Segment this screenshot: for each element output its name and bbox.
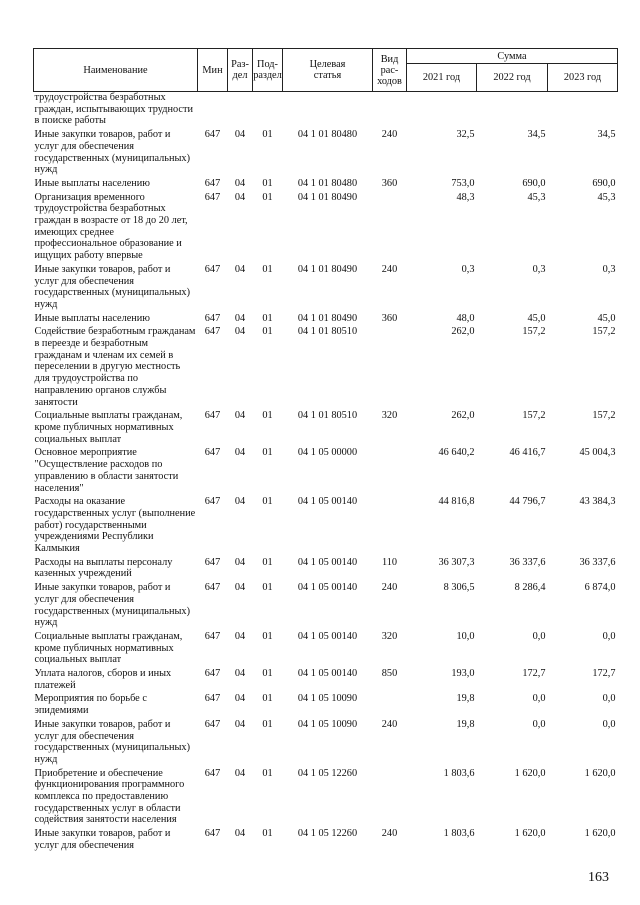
row-podrazdel: 01 — [262, 767, 273, 779]
row-2022: 1 620,0 — [514, 767, 546, 779]
row-2022: 44 796,7 — [509, 496, 546, 508]
row-2023: 157,2 — [592, 326, 616, 338]
row-2021: 46 640,2 — [438, 447, 475, 459]
row-2023: 690,0 — [592, 177, 616, 189]
row-2022: 36 337,6 — [509, 556, 546, 568]
row-podrazdel: 01 — [262, 496, 273, 508]
header-sum-text: Сумма — [497, 50, 527, 62]
row-2023: 45 004,3 — [579, 447, 616, 459]
table-row — [34, 178, 618, 192]
table-row — [34, 668, 618, 693]
row-razdel: 04 — [234, 326, 246, 338]
table-row — [34, 192, 618, 264]
row-podrazdel: 01 — [262, 129, 273, 141]
header-2022 — [477, 64, 548, 92]
header-vid-line2: рас- — [380, 64, 399, 76]
row-razdel: 04 — [234, 556, 246, 568]
row-2022: 34,5 — [527, 129, 546, 141]
budget-table — [33, 48, 618, 854]
row-2023: 0,0 — [602, 718, 616, 730]
row-vid: 240 — [381, 582, 398, 594]
row-razdel: 04 — [234, 582, 246, 594]
header-target-line2: статья — [313, 70, 342, 81]
row-vid — [373, 496, 407, 557]
row-vid: 110 — [381, 556, 398, 568]
row-2022: 46 416,7 — [509, 447, 546, 459]
row-min: 647 — [204, 556, 221, 568]
header-razdel-line1: Раз- — [231, 59, 249, 70]
row-2022 — [477, 92, 548, 130]
row-vid — [373, 447, 407, 496]
row-2023: 0,0 — [602, 630, 616, 642]
row-razdel: 04 — [234, 129, 246, 141]
row-min: 647 — [204, 496, 221, 508]
row-razdel: 04 — [234, 828, 246, 840]
row-name: Иные закупки товаров, работ и услуг для обеспечения государственных (муниципальных) нужд — [34, 263, 191, 310]
row-vid — [373, 768, 407, 829]
row-2021: 19,8 — [456, 693, 475, 705]
row-2022: 8 286,4 — [514, 582, 546, 594]
row-2021: 8 306,5 — [443, 582, 475, 594]
row-name: Расходы на оказание государственных услуг (выполнение работ) государственными учреждениями Республики Калмыкия — [34, 496, 196, 555]
row-podrazdel: 01 — [262, 828, 273, 840]
row-razdel: 04 — [234, 410, 246, 422]
row-2021: 262,0 — [451, 410, 475, 422]
row-vid: 320 — [381, 410, 398, 422]
row-2023: 1 620,0 — [584, 828, 616, 840]
row-podrazdel: 01 — [262, 447, 273, 459]
row-2022: 0,0 — [532, 693, 546, 705]
row-name: Иные закупки товаров, работ и услуг для обеспечения — [34, 828, 171, 851]
row-2023: 45,0 — [597, 312, 616, 324]
header-2021 — [407, 64, 477, 92]
row-min: 647 — [204, 828, 221, 840]
row-podrazdel: 01 — [262, 718, 273, 730]
table-row — [34, 557, 618, 582]
header-name-text: Наименование — [83, 64, 148, 76]
row-name: Приобретение и обеспечение функционирования программного комплекса по предоставлению государственных услуг в области содействия занятости населения — [34, 767, 185, 826]
table-row — [34, 496, 618, 557]
row-2021: 0,3 — [461, 263, 475, 275]
header-2021-text: 2021 год — [422, 72, 461, 83]
row-target: 04 1 01 80510 — [297, 410, 358, 422]
table-row — [34, 582, 618, 631]
row-2021: 262,0 — [451, 326, 475, 338]
row-target: 04 1 01 80480 — [297, 129, 358, 141]
table-header — [34, 49, 618, 92]
table-body — [34, 92, 618, 854]
table-row — [34, 313, 618, 327]
row-2021: 48,3 — [456, 191, 475, 203]
row-razdel: 04 — [234, 767, 246, 779]
header-podrazdel-line1: Под- — [257, 59, 278, 70]
row-name: Мероприятия по борьбе с эпидемиями — [34, 693, 147, 717]
table-row — [34, 828, 618, 853]
row-razdel: 04 — [234, 191, 246, 203]
row-2021: 10,0 — [456, 630, 475, 642]
row-2022: 0,0 — [532, 718, 546, 730]
row-min: 647 — [204, 767, 221, 779]
row-name: Иные выплаты населению — [34, 177, 151, 189]
row-min: 647 — [204, 312, 221, 324]
row-vid — [373, 92, 407, 130]
row-name: Расходы на выплаты персоналу казенных учреждений — [34, 556, 173, 580]
row-podrazdel: 01 — [262, 668, 273, 680]
row-2023: 157,2 — [592, 410, 616, 422]
row-2022: 157,2 — [522, 326, 546, 338]
header-vid-line1: Вид — [380, 53, 399, 65]
row-2023: 45,3 — [597, 191, 616, 203]
header-vid — [373, 49, 407, 92]
header-podrazdel-line2: раздел — [253, 70, 282, 81]
row-vid: 320 — [381, 630, 398, 642]
row-razdel: 04 — [234, 263, 246, 275]
row-razdel: 04 — [234, 668, 246, 680]
table-row — [34, 768, 618, 829]
row-2021: 44 816,8 — [438, 496, 475, 508]
row-min: 647 — [204, 582, 221, 594]
row-name: Иные закупки товаров, работ и услуг для обеспечения государственных (муниципальных) нужд — [34, 582, 191, 629]
row-podrazdel: 01 — [262, 312, 273, 324]
row-razdel: 04 — [234, 630, 246, 642]
row-vid: 850 — [381, 668, 398, 680]
row-target: 04 1 05 00000 — [297, 447, 358, 459]
row-podrazdel: 01 — [262, 191, 273, 203]
row-vid: 360 — [381, 312, 398, 324]
row-podrazdel: 01 — [262, 263, 273, 275]
row-min: 647 — [204, 129, 221, 141]
table-row — [34, 447, 618, 496]
row-vid: 240 — [381, 718, 398, 730]
header-razdel — [228, 49, 253, 92]
table-row — [34, 129, 618, 178]
row-target — [283, 92, 373, 130]
row-vid: 240 — [381, 263, 398, 275]
row-2023: 36 337,6 — [579, 556, 616, 568]
row-razdel: 04 — [234, 447, 246, 459]
row-target: 04 1 05 10090 — [297, 693, 358, 705]
budget-table-sheet — [33, 48, 617, 854]
row-target: 04 1 01 80510 — [297, 326, 358, 338]
row-target: 04 1 05 00140 — [297, 496, 358, 508]
row-podrazdel — [253, 92, 283, 130]
header-2022-text: 2022 год — [493, 72, 531, 83]
row-2023: 0,3 — [602, 263, 616, 275]
row-vid: 240 — [381, 828, 398, 840]
table-row — [34, 92, 618, 130]
row-2021: 36 307,3 — [438, 556, 475, 568]
row-vid — [373, 192, 407, 264]
row-min — [198, 92, 228, 130]
row-target: 04 1 05 12260 — [297, 828, 358, 840]
row-name: Социальные выплаты гражданам, кроме публичных нормативных социальных выплат — [34, 630, 183, 666]
row-razdel: 04 — [234, 693, 246, 705]
row-2022: 690,0 — [522, 177, 546, 189]
header-razdel-line2: дел — [232, 70, 248, 81]
row-target: 04 1 01 80490 — [297, 263, 358, 275]
header-2023-text: 2023 год — [563, 72, 602, 83]
header-2023 — [548, 64, 618, 92]
row-razdel: 04 — [234, 496, 246, 508]
row-2023: 43 384,3 — [579, 496, 616, 508]
row-min: 647 — [204, 668, 221, 680]
row-podrazdel: 01 — [262, 326, 273, 338]
row-2021: 1 803,6 — [443, 767, 475, 779]
table-row — [34, 631, 618, 668]
row-name: Уплата налогов, сборов и иных платежей — [34, 668, 172, 691]
row-target: 04 1 05 12260 — [297, 767, 358, 779]
row-vid: 240 — [381, 129, 398, 141]
row-2022: 0,3 — [532, 263, 546, 275]
row-min: 647 — [204, 693, 221, 705]
row-name: Иные выплаты населению — [34, 312, 151, 324]
row-2021 — [407, 92, 477, 130]
row-2023: 6 874,0 — [584, 582, 616, 594]
row-name: Иные закупки товаров, работ и услуг для обеспечения государственных (муниципальных) нужд — [34, 718, 191, 765]
header-min — [198, 49, 228, 92]
row-2023 — [548, 92, 618, 130]
table-row — [34, 410, 618, 447]
row-razdel: 04 — [234, 718, 246, 730]
header-vid-line3: ходов — [377, 75, 402, 87]
row-name: Иные закупки товаров, работ и услуг для обеспечения государственных (муниципальных) нужд — [34, 129, 191, 176]
row-podrazdel: 01 — [262, 582, 273, 594]
table-row — [34, 719, 618, 768]
row-podrazdel: 01 — [262, 410, 273, 422]
row-2023: 0,0 — [602, 693, 616, 705]
header-min-text: Мин — [202, 64, 223, 76]
row-2022: 172,7 — [522, 668, 546, 680]
row-2023: 172,7 — [592, 668, 616, 680]
row-2022: 45,0 — [527, 312, 546, 324]
row-2023: 1 620,0 — [584, 767, 616, 779]
header-target — [283, 49, 373, 92]
table-row — [34, 264, 618, 313]
row-2021: 753,0 — [451, 177, 475, 189]
row-2022: 45,3 — [527, 191, 546, 203]
header-target-line1: Целевая — [309, 59, 346, 70]
row-min: 647 — [204, 410, 221, 422]
row-name: трудоустройства безработных граждан, испытывающих трудности в поиске работы — [34, 92, 193, 127]
header-sum — [407, 49, 618, 64]
row-target: 04 1 05 00140 — [297, 668, 358, 680]
row-name: Содействие безработным гражданам в переезде и безработным гражданам и членам их семей в переселении в другую местность для трудоустройства по направлению органов службы занятости — [34, 326, 196, 408]
row-target: 04 1 05 00140 — [297, 630, 358, 642]
row-2022: 0,0 — [532, 630, 546, 642]
row-target: 04 1 01 80480 — [297, 177, 358, 189]
row-2021: 19,8 — [456, 718, 475, 730]
row-razdel: 04 — [234, 312, 246, 324]
row-name: Основное мероприятие "Осуществление расходов по управлению в области занятости населения" — [34, 447, 179, 494]
row-min: 647 — [204, 630, 221, 642]
row-razdel — [228, 92, 253, 130]
row-min: 647 — [204, 326, 221, 338]
row-target: 04 1 01 80490 — [297, 312, 358, 324]
row-2022: 1 620,0 — [514, 828, 546, 840]
row-podrazdel: 01 — [262, 556, 273, 568]
table-row — [34, 693, 618, 718]
row-2022: 157,2 — [522, 410, 546, 422]
page-number: 163 — [588, 870, 609, 885]
row-podrazdel: 01 — [262, 177, 273, 189]
row-2021: 32,5 — [456, 129, 475, 141]
row-target: 04 1 05 00140 — [297, 582, 358, 594]
row-min: 647 — [204, 718, 221, 730]
header-podrazdel — [253, 49, 283, 92]
row-min: 647 — [204, 263, 221, 275]
row-razdel: 04 — [234, 177, 246, 189]
table-row — [34, 326, 618, 410]
row-2023: 34,5 — [597, 129, 616, 141]
row-min: 647 — [204, 191, 221, 203]
row-min: 647 — [204, 177, 221, 189]
row-vid — [373, 326, 407, 410]
row-2021: 1 803,6 — [443, 828, 475, 840]
row-2021: 48,0 — [456, 312, 475, 324]
row-target: 04 1 05 00140 — [297, 556, 358, 568]
row-vid: 360 — [381, 177, 398, 189]
row-vid — [373, 693, 407, 718]
row-name: Социальные выплаты гражданам, кроме публичных нормативных социальных выплат — [34, 410, 183, 445]
row-min: 647 — [204, 447, 221, 459]
header-name — [34, 49, 198, 92]
row-target: 04 1 01 80490 — [297, 191, 358, 203]
row-podrazdel: 01 — [262, 693, 273, 705]
row-2021: 193,0 — [451, 668, 475, 680]
row-name: Организация временного трудоустройства безработных граждан в возрасте от 18 до 20 лет, имеющих среднее профессиональное образование и ищущих работу впервые — [34, 191, 188, 262]
row-podrazdel: 01 — [262, 630, 273, 642]
row-target: 04 1 05 10090 — [297, 718, 358, 730]
